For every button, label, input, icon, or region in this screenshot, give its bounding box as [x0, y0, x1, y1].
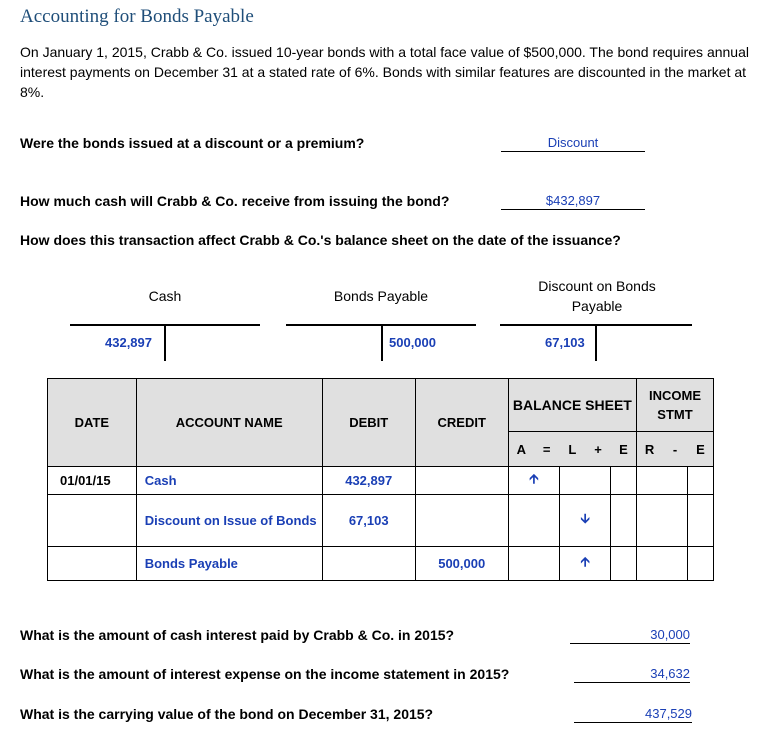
t-account-bonds-payable-divider	[381, 325, 383, 361]
row-credit[interactable]	[415, 467, 508, 495]
t-account-cash-debit[interactable]: 432,897	[105, 335, 152, 350]
row-a-cell	[508, 495, 559, 547]
question-carrying-value: What is the carrying value of the bond on December 31, 2015?	[20, 706, 434, 722]
header-a: A	[508, 432, 534, 467]
answer-carrying-value[interactable]: 437,529	[574, 706, 692, 723]
row-ie-cell	[688, 467, 714, 495]
answer-cash-received[interactable]: $432,897	[501, 193, 645, 210]
row-e-cell	[611, 467, 637, 495]
row-ie-cell	[688, 495, 714, 547]
table-row	[48, 495, 714, 547]
journal-entry-table	[47, 378, 714, 581]
question-cash-interest: What is the amount of cash interest paid by Crabb & Co. in 2015?	[20, 627, 455, 643]
header-account-name: ACCOUNT NAME	[136, 379, 322, 467]
answer-interest-expense[interactable]: 34,632	[574, 666, 690, 683]
row-debit[interactable]: 67,103	[322, 495, 415, 547]
row-debit[interactable]: 432,897	[322, 467, 415, 495]
table-row	[48, 547, 714, 581]
row-account[interactable]: Bonds Payable	[136, 547, 322, 581]
t-account-cash-label: Cash	[148, 288, 182, 304]
up-arrow-icon: 🡩	[560, 547, 611, 581]
t-account-bonds-payable-label: Bonds Payable	[333, 288, 429, 304]
header-minus: -	[662, 432, 688, 467]
row-e-cell	[611, 495, 637, 547]
question-discount-premium: Were the bonds issued at a discount or a premium?	[20, 135, 365, 151]
header-e: E	[611, 432, 637, 467]
row-ie-cell	[688, 547, 714, 581]
row-date	[48, 547, 137, 581]
row-l-cell	[560, 467, 611, 495]
up-arrow-icon: 🡩	[508, 467, 559, 495]
row-credit[interactable]: 500,000	[415, 547, 508, 581]
page-title: Accounting for Bonds Payable	[20, 6, 254, 27]
answer-cash-interest[interactable]: 30,000	[570, 627, 690, 644]
header-income-stmt: INCOME STMT	[637, 379, 714, 432]
intro-paragraph: On January 1, 2015, Crabb & Co. issued 10-year bonds with a total face value of $500,000. The bond requires annual interest payments on December 31 at a stated rate of 6%. Bonds with similar features are discounted in the market at 8%.	[20, 44, 749, 100]
t-account-bonds-payable-credit[interactable]: 500,000	[389, 335, 436, 350]
header-equals: =	[534, 432, 560, 467]
question-interest-expense: What is the amount of interest expense on the income statement in 2015?	[20, 666, 510, 682]
question-balance-sheet-effect: How does this transaction affect Crabb & Co.'s balance sheet on the date of the issuance?	[20, 232, 621, 248]
row-e-cell	[611, 547, 637, 581]
header-e2: E	[688, 432, 714, 467]
row-r-cell	[637, 467, 688, 495]
row-r-cell	[637, 495, 688, 547]
header-debit: DEBIT	[322, 379, 415, 467]
table-row	[48, 467, 714, 495]
down-arrow-icon: 🡫	[560, 495, 611, 547]
t-account-cash-divider	[164, 325, 166, 361]
row-account[interactable]: Discount on Issue of Bonds	[136, 495, 322, 547]
header-l: L	[560, 432, 586, 467]
row-account[interactable]: Cash	[136, 467, 322, 495]
t-account-discount-debit[interactable]: 67,103	[545, 335, 585, 350]
row-a-cell	[508, 547, 559, 581]
row-debit[interactable]	[322, 547, 415, 581]
row-credit[interactable]	[415, 495, 508, 547]
row-date	[48, 495, 137, 547]
row-r-cell	[637, 547, 688, 581]
header-date: DATE	[48, 379, 137, 467]
header-r: R	[637, 432, 663, 467]
question-cash-received: How much cash will Crabb & Co. receive from issuing the bond?	[20, 193, 450, 209]
t-account-discount-divider	[595, 325, 597, 361]
answer-discount-premium[interactable]: Discount	[501, 135, 645, 152]
header-credit: CREDIT	[415, 379, 508, 467]
header-balance-sheet: BALANCE SHEET	[508, 379, 636, 432]
row-date: 01/01/15	[48, 467, 137, 495]
header-plus: +	[585, 432, 611, 467]
t-account-discount-label: Discount on Bonds Payable	[538, 278, 656, 314]
